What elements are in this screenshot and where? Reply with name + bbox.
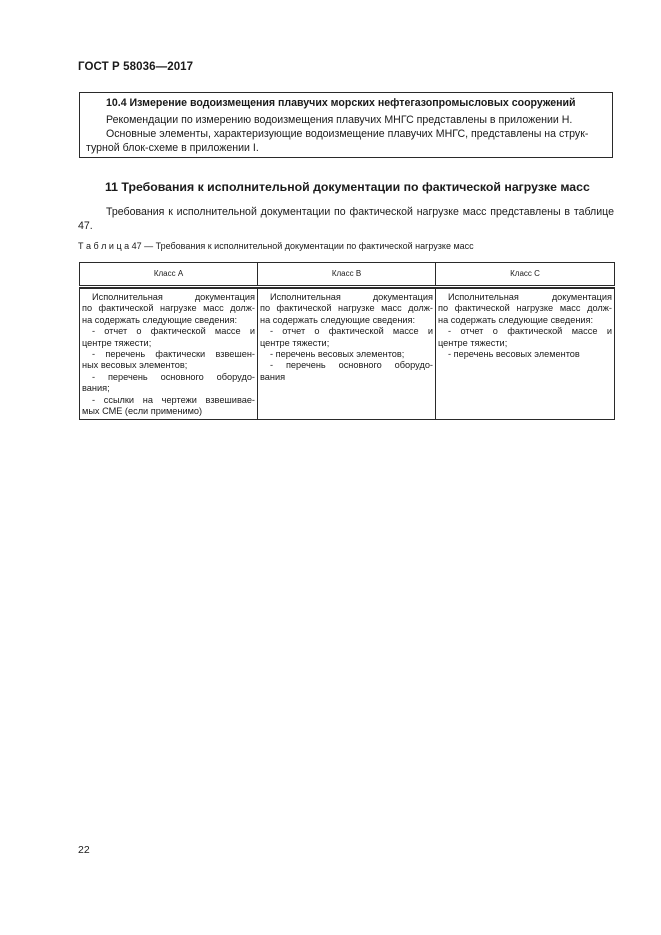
table-cell-class-a — [80, 289, 258, 420]
table-row — [80, 289, 615, 420]
standard-number-header: ГОСТ Р 58036—2017 — [78, 61, 194, 73]
requirements-table — [79, 262, 615, 420]
cell-line: - перечень весовых элементов; — [270, 349, 405, 360]
table-header-cell: Класс С — [436, 263, 615, 287]
table-cell-class-b — [258, 289, 436, 420]
cell-line: мых СМЕ (если применимо) — [82, 406, 203, 417]
cell-line: - ссылки на чертежи взвешивае- — [92, 394, 255, 405]
cell-line: - перечень весовых элементов — [448, 349, 580, 360]
section-body — [78, 205, 614, 233]
table-header-cell: Класс А — [80, 263, 258, 287]
cell-line: - отчет о фактической массе и — [92, 326, 255, 337]
subsection-heading: 10.4 Измерение водоизмещения плавучих морских нефтегазопромысловых сооружений — [106, 97, 576, 109]
cell-line: вания — [260, 371, 286, 382]
cell-line: центре тяжести; — [438, 337, 508, 348]
cell-line: на содержать следующие сведения: — [82, 314, 238, 325]
subsection-paragraph: Основные элементы, характеризующие водоизмещение плавучих МНГС, представлены на струк-турной блок-схеме в приложении I. — [86, 128, 589, 154]
table-cell-class-c — [436, 289, 615, 420]
subsection-paragraph: Рекомендации по измерению водоизмещения плавучих МНГС представлены в приложении Н. — [106, 114, 573, 126]
table-caption: Т а б л и ц а 47 — Требования к исполнительной документации по фактической нагрузке масс — [78, 241, 474, 251]
cell-line: - перечень основного оборудо- — [270, 360, 433, 371]
section-title: 11 Требования к исполнительной документации по фактической нагрузке масс — [105, 180, 590, 194]
cell-line: - перечень основного оборудо- — [92, 371, 255, 382]
section-paragraph: Требования к исполнительной документации по фактической нагрузке масс представлены в таблице 47. — [78, 206, 614, 232]
cell-line: Исполнительная документация — [270, 292, 433, 302]
cell-line: Исполнительная документация — [448, 292, 612, 302]
table-header-cell: Класс В — [258, 263, 436, 287]
cell-line: Исполнительная документация — [92, 292, 255, 302]
cell-line: по фактической нагрузке масс долж- — [260, 303, 433, 314]
page-number: 22 — [78, 844, 90, 856]
cell-line: по фактической нагрузке масс долж- — [438, 303, 612, 314]
cell-line: центре тяжести; — [82, 337, 152, 348]
cell-line: - отчет о фактической массе и — [448, 326, 612, 337]
table-header-row — [80, 263, 615, 287]
cell-line: вания; — [82, 383, 110, 394]
boxed-subsection — [79, 92, 613, 158]
cell-line: - отчет о фактической массе и — [270, 326, 433, 337]
cell-line: на содержать следующие сведения: — [438, 314, 594, 325]
cell-line: - перечень фактически взвешен- — [92, 349, 255, 360]
cell-line: ных весовых элементов; — [82, 360, 188, 371]
cell-line: на содержать следующие сведения: — [260, 314, 416, 325]
cell-line: центре тяжести; — [260, 337, 330, 348]
cell-line: по фактической нагрузке масс долж- — [82, 303, 255, 314]
